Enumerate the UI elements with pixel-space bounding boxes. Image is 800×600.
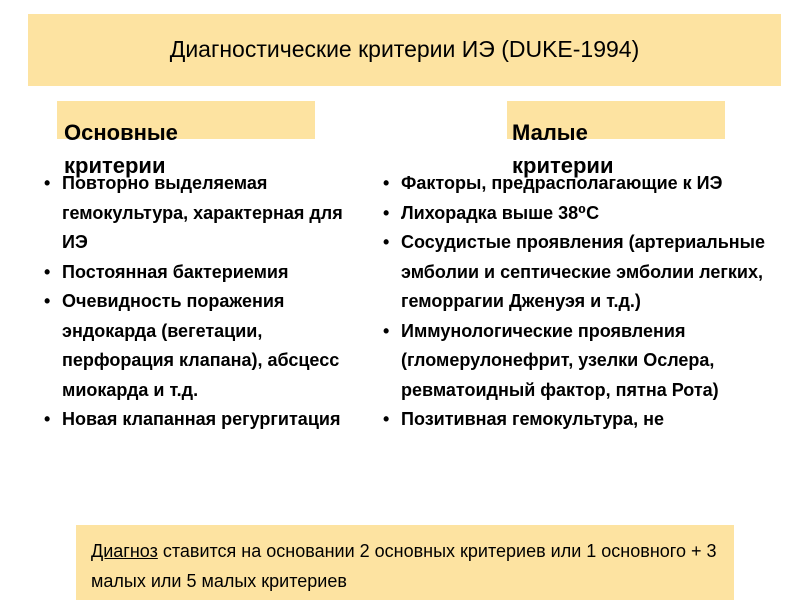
major-criterion [44, 287, 367, 405]
minor-criterion-text: Иммунологические проявления (гломерулонефрит, узелки Ослера, ревматоидный фактор, пятна Рота) [401, 320, 719, 400]
minor-criterion [383, 169, 799, 199]
bullet-icon: • [383, 202, 390, 223]
minor-criteria-header: Малые критерии [512, 120, 614, 178]
diagnosis-term: Диагноз [91, 541, 158, 561]
minor-criterion [383, 317, 799, 406]
bullet-icon: • [44, 173, 51, 193]
bullet-icon: • [383, 232, 390, 252]
major-criterion-text: Очевидность поражения эндокарда (вегетации, перфорация клапана), абсцесс миокарда и т.д. [62, 291, 340, 400]
major-criterion [44, 405, 367, 435]
bullet-icon: • [383, 409, 390, 429]
minor-criterion-text: Сосудистые проявления (артериальные эмболии и септические эмболии легких, геморрагии Дженуэя и т.д.) [401, 232, 766, 311]
bullet-icon: • [44, 291, 51, 311]
minor-criterion [383, 228, 799, 317]
major-criterion-text: Постоянная бактериемия [62, 261, 289, 282]
major-criterion [44, 169, 367, 258]
minor-criterion [383, 199, 799, 229]
bullet-icon: • [383, 173, 390, 193]
major-criterion-text: Новая клапанная регургитация [62, 409, 341, 429]
minor-criterion-text: Позитивная гемокультура, не [401, 409, 665, 429]
diagnosis-statement [91, 536, 731, 596]
minor-criterion-text: Факторы, предрасполагающие к ИЭ [401, 173, 723, 193]
title-box [28, 14, 781, 86]
major-criterion-text: Повторно выделяемая гемокультура, характерная для ИЭ [62, 173, 343, 252]
slide-title: Диагностические критерии ИЭ (DUKE-1994) [169, 36, 640, 62]
minor-criteria-list [383, 169, 799, 435]
bullet-icon: • [44, 409, 51, 429]
major-criteria-header: Основные критерии [64, 120, 178, 178]
major-criteria-list [44, 169, 367, 435]
bullet-icon: • [44, 261, 51, 282]
major-criterion [44, 258, 367, 288]
minor-criterion-text: Лихорадка выше 38⁰С [401, 202, 600, 223]
minor-criterion [383, 405, 799, 435]
diagnosis-text: ставится на основании 2 основных критериев или 1 основного + 3 малых или 5 малых критериев [91, 541, 717, 591]
bullet-icon: • [383, 320, 390, 341]
